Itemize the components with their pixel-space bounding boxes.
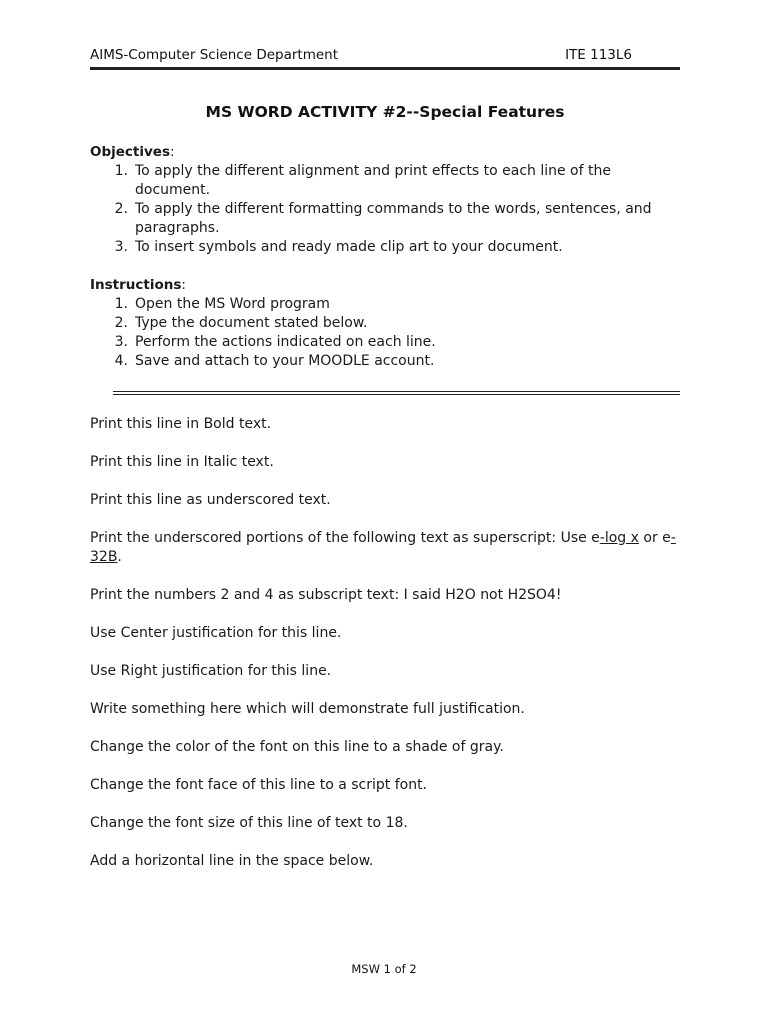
page-footer: MSW 1 of 2 bbox=[351, 962, 417, 976]
superscript-text-start: Print the underscored portions of the following text as superscript: Use e bbox=[90, 530, 600, 546]
objectives-heading bbox=[90, 144, 175, 160]
instruction-text: Open the MS Word program bbox=[135, 296, 330, 312]
header-course-code: ITE 113L6 bbox=[565, 47, 632, 63]
instruction-text: Type the document stated below. bbox=[135, 315, 368, 331]
superscript-text-end: . bbox=[117, 549, 122, 565]
objectives-colon: : bbox=[170, 144, 175, 160]
instruction-number: 1. bbox=[114, 296, 128, 312]
task-center-line: Use Center justification for this line. bbox=[90, 625, 342, 641]
instruction-number: 2. bbox=[114, 315, 128, 331]
objective-item bbox=[90, 162, 680, 200]
objective-item bbox=[90, 238, 680, 257]
header-department: AIMS-Computer Science Department bbox=[90, 47, 339, 63]
task-superscript-line bbox=[90, 529, 680, 567]
section-divider bbox=[113, 391, 680, 395]
objective-number: 2. bbox=[114, 201, 128, 217]
instructions-colon: : bbox=[181, 277, 186, 293]
instructions-list bbox=[90, 295, 680, 371]
page-title: MS WORD ACTIVITY #2--Special Features bbox=[205, 103, 565, 121]
instruction-text: Save and attach to your MOODLE account. bbox=[135, 353, 435, 369]
instructions-heading bbox=[90, 277, 186, 293]
instruction-number: 4. bbox=[114, 353, 128, 369]
objective-item bbox=[90, 200, 680, 238]
instruction-text: Perform the actions indicated on each line. bbox=[135, 334, 436, 350]
instruction-number: 3. bbox=[114, 334, 128, 350]
objective-text: To insert symbols and ready made clip art to your document. bbox=[135, 239, 563, 255]
task-bold-line: Print this line in Bold text. bbox=[90, 416, 272, 432]
task-italic-line: Print this line in Italic text. bbox=[90, 454, 274, 470]
objective-text: To apply the different formatting commands to the words, sentences, and paragraphs. bbox=[135, 201, 652, 236]
instruction-item bbox=[90, 333, 680, 352]
superscript-sample-2: -32B bbox=[90, 530, 676, 565]
objectives-label: Objectives bbox=[90, 144, 170, 160]
task-script-font-line: Change the font face of this line to a script font. bbox=[90, 777, 428, 793]
task-right-line: Use Right justification for this line. bbox=[90, 663, 332, 679]
objective-number: 3. bbox=[114, 239, 128, 255]
instruction-item bbox=[90, 352, 680, 371]
objective-text: To apply the different alignment and print effects to each line of the document. bbox=[135, 163, 611, 198]
task-subscript-line: Print the numbers 2 and 4 as subscript text: I said H2O not H2SO4! bbox=[90, 587, 562, 603]
superscript-sample-1: -log x bbox=[599, 530, 639, 546]
instruction-item bbox=[90, 314, 680, 333]
task-font-size-line: Change the font size of this line of text to 18. bbox=[90, 815, 408, 831]
task-gray-line: Change the color of the font on this line to a shade of gray. bbox=[90, 739, 504, 755]
objectives-list bbox=[90, 162, 680, 257]
objective-number: 1. bbox=[114, 163, 128, 179]
instructions-label: Instructions bbox=[90, 277, 182, 293]
instruction-item bbox=[90, 295, 680, 314]
task-full-justify-line: Write something here which will demonstrate full justification. bbox=[90, 701, 525, 717]
header-rule bbox=[90, 67, 680, 70]
task-underscore-line: Print this line as underscored text. bbox=[90, 492, 331, 508]
superscript-text-mid: or e bbox=[638, 530, 671, 546]
page-header bbox=[90, 47, 680, 63]
task-horizontal-line: Add a horizontal line in the space below. bbox=[90, 853, 374, 869]
